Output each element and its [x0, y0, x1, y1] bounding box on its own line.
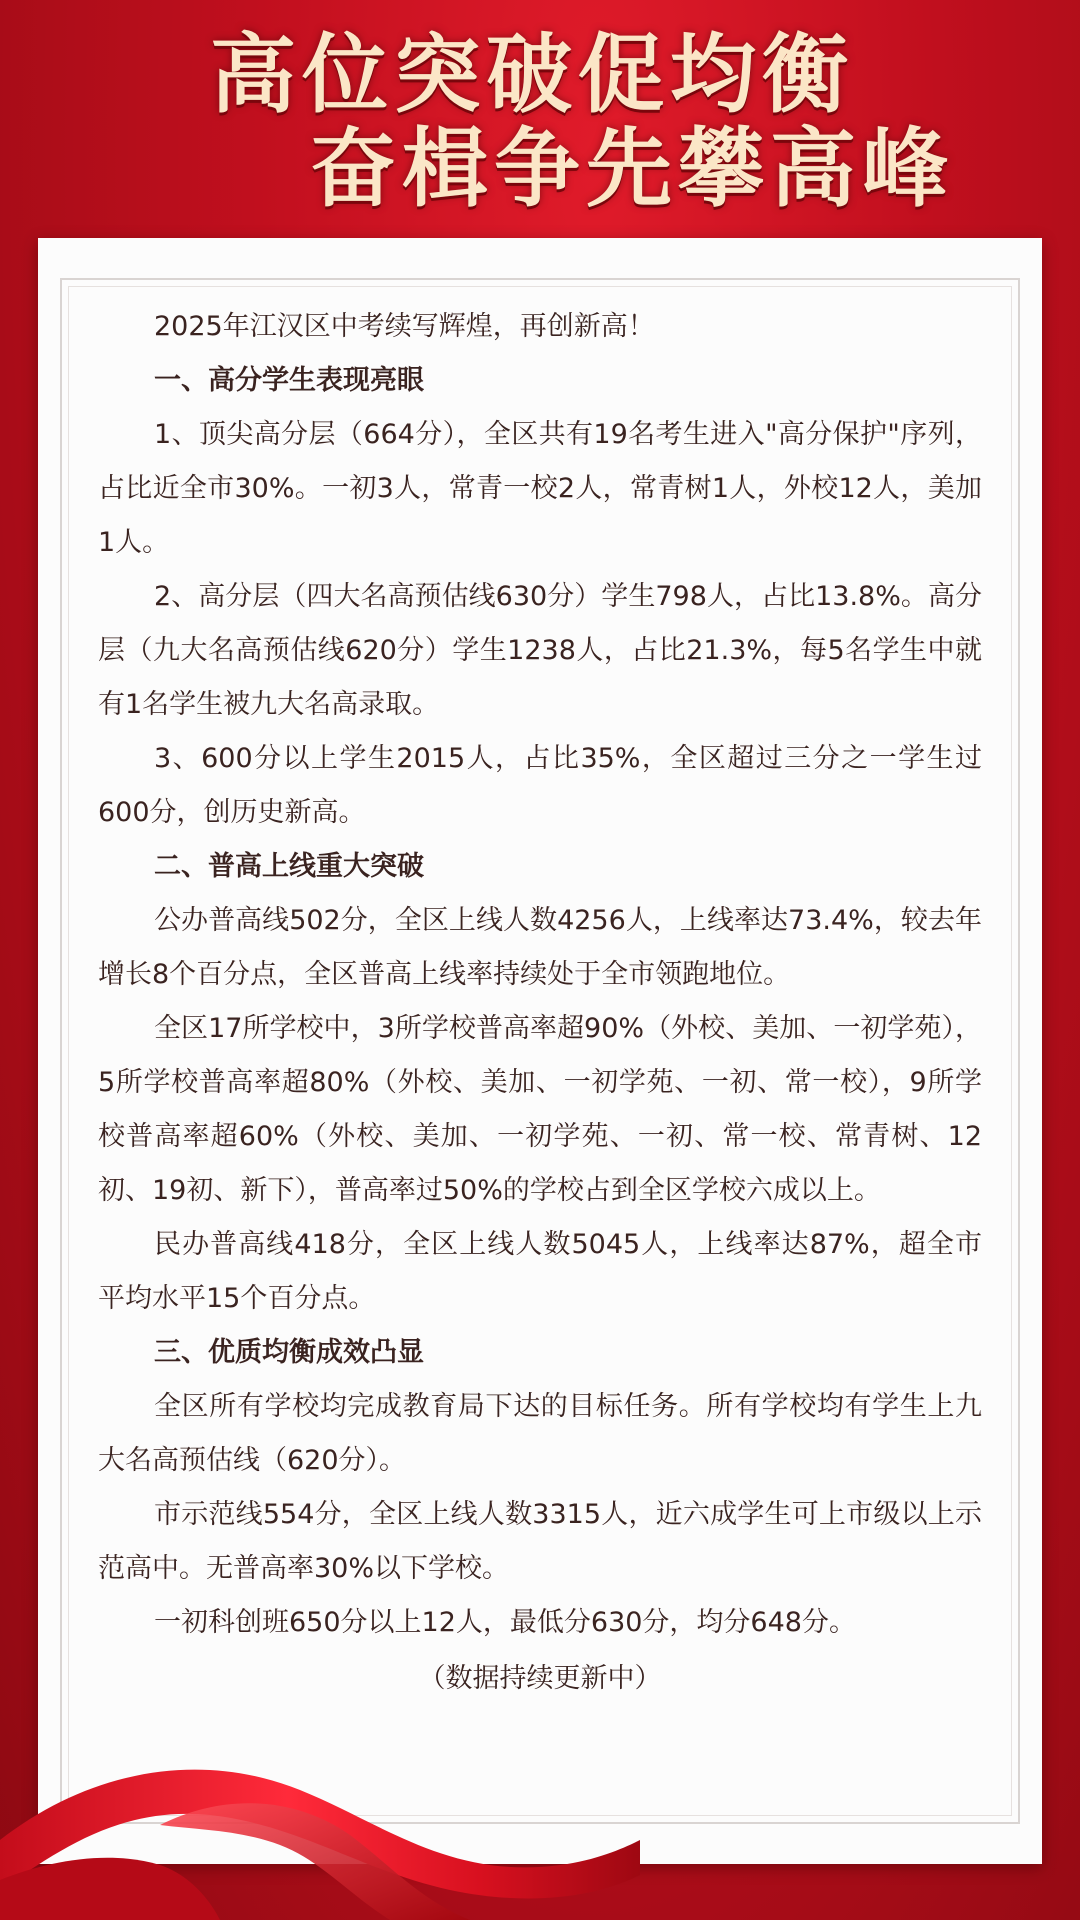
section1-paragraph-1: 1、顶尖高分层（664分），全区共有19名考生进入"高分保护"序列，占比近全市30%。一初3人，常青一校2人，常青树1人，外校12人，美加1人。 [98, 419, 982, 558]
document-body [98, 300, 982, 1706]
section2-paragraph-3: 民办普高线418分，全区上线人数5045人，上线率达87%，超全市平均水平15个百分点。 [98, 1229, 982, 1314]
section3-paragraph-3: 一初科创班650分以上12人，最低分630分，均分648分。 [154, 1607, 856, 1638]
section3-paragraph-1: 全区所有学校均完成教育局下达的目标任务。所有学校均有学生上九大名高预估线（620分）。 [98, 1391, 982, 1476]
headline [0, 0, 1080, 235]
section2-paragraph-2: 全区17所学校中，3所学校普高率超90%（外校、美加、一初学苑），5所学校普高率超80%（外校、美加、一初学苑、一初、常一校），9所学校普高率超60%（外校、美加、一初学苑、一初、常一校、常青树、12初、19初、新下），普高率过50%的学校占到全区学校六成以上。 [98, 1013, 982, 1206]
section1-paragraph-3: 3、600分以上学生2015人，占比35%，全区超过三分之一学生过600分，创历史新高。 [98, 743, 982, 828]
section2-paragraph-1: 公办普高线502分，全区上线人数4256人，上线率达73.4%，较去年增长8个百分点，全区普高上线率持续处于全市领跑地位。 [98, 905, 982, 990]
section-heading-2: 二、普高上线重大突破 [154, 851, 424, 882]
section3-paragraph-2: 市示范线554分，全区上线人数3315人，近六成学生可上市级以上示范高中。无普高率30%以下学校。 [98, 1499, 982, 1584]
section-heading-1: 一、高分学生表现亮眼 [154, 365, 424, 396]
headline-line-2: 奋楫争先攀高峰 [310, 118, 954, 219]
intro-line: 2025年江汉区中考续写辉煌，再创新高！ [154, 311, 655, 342]
update-note: （数据持续更新中） [418, 1663, 662, 1694]
section1-paragraph-2: 2、高分层（四大名高预估线630分）学生798人，占比13.8%。高分层（九大名高预估线620分）学生1238人，占比21.3%，每5名学生中就有1名学生被九大名高录取。 [98, 581, 982, 720]
headline-line-1: 高位突破促均衡 [210, 24, 854, 125]
section-heading-3: 三、优质均衡成效凸显 [154, 1337, 424, 1368]
